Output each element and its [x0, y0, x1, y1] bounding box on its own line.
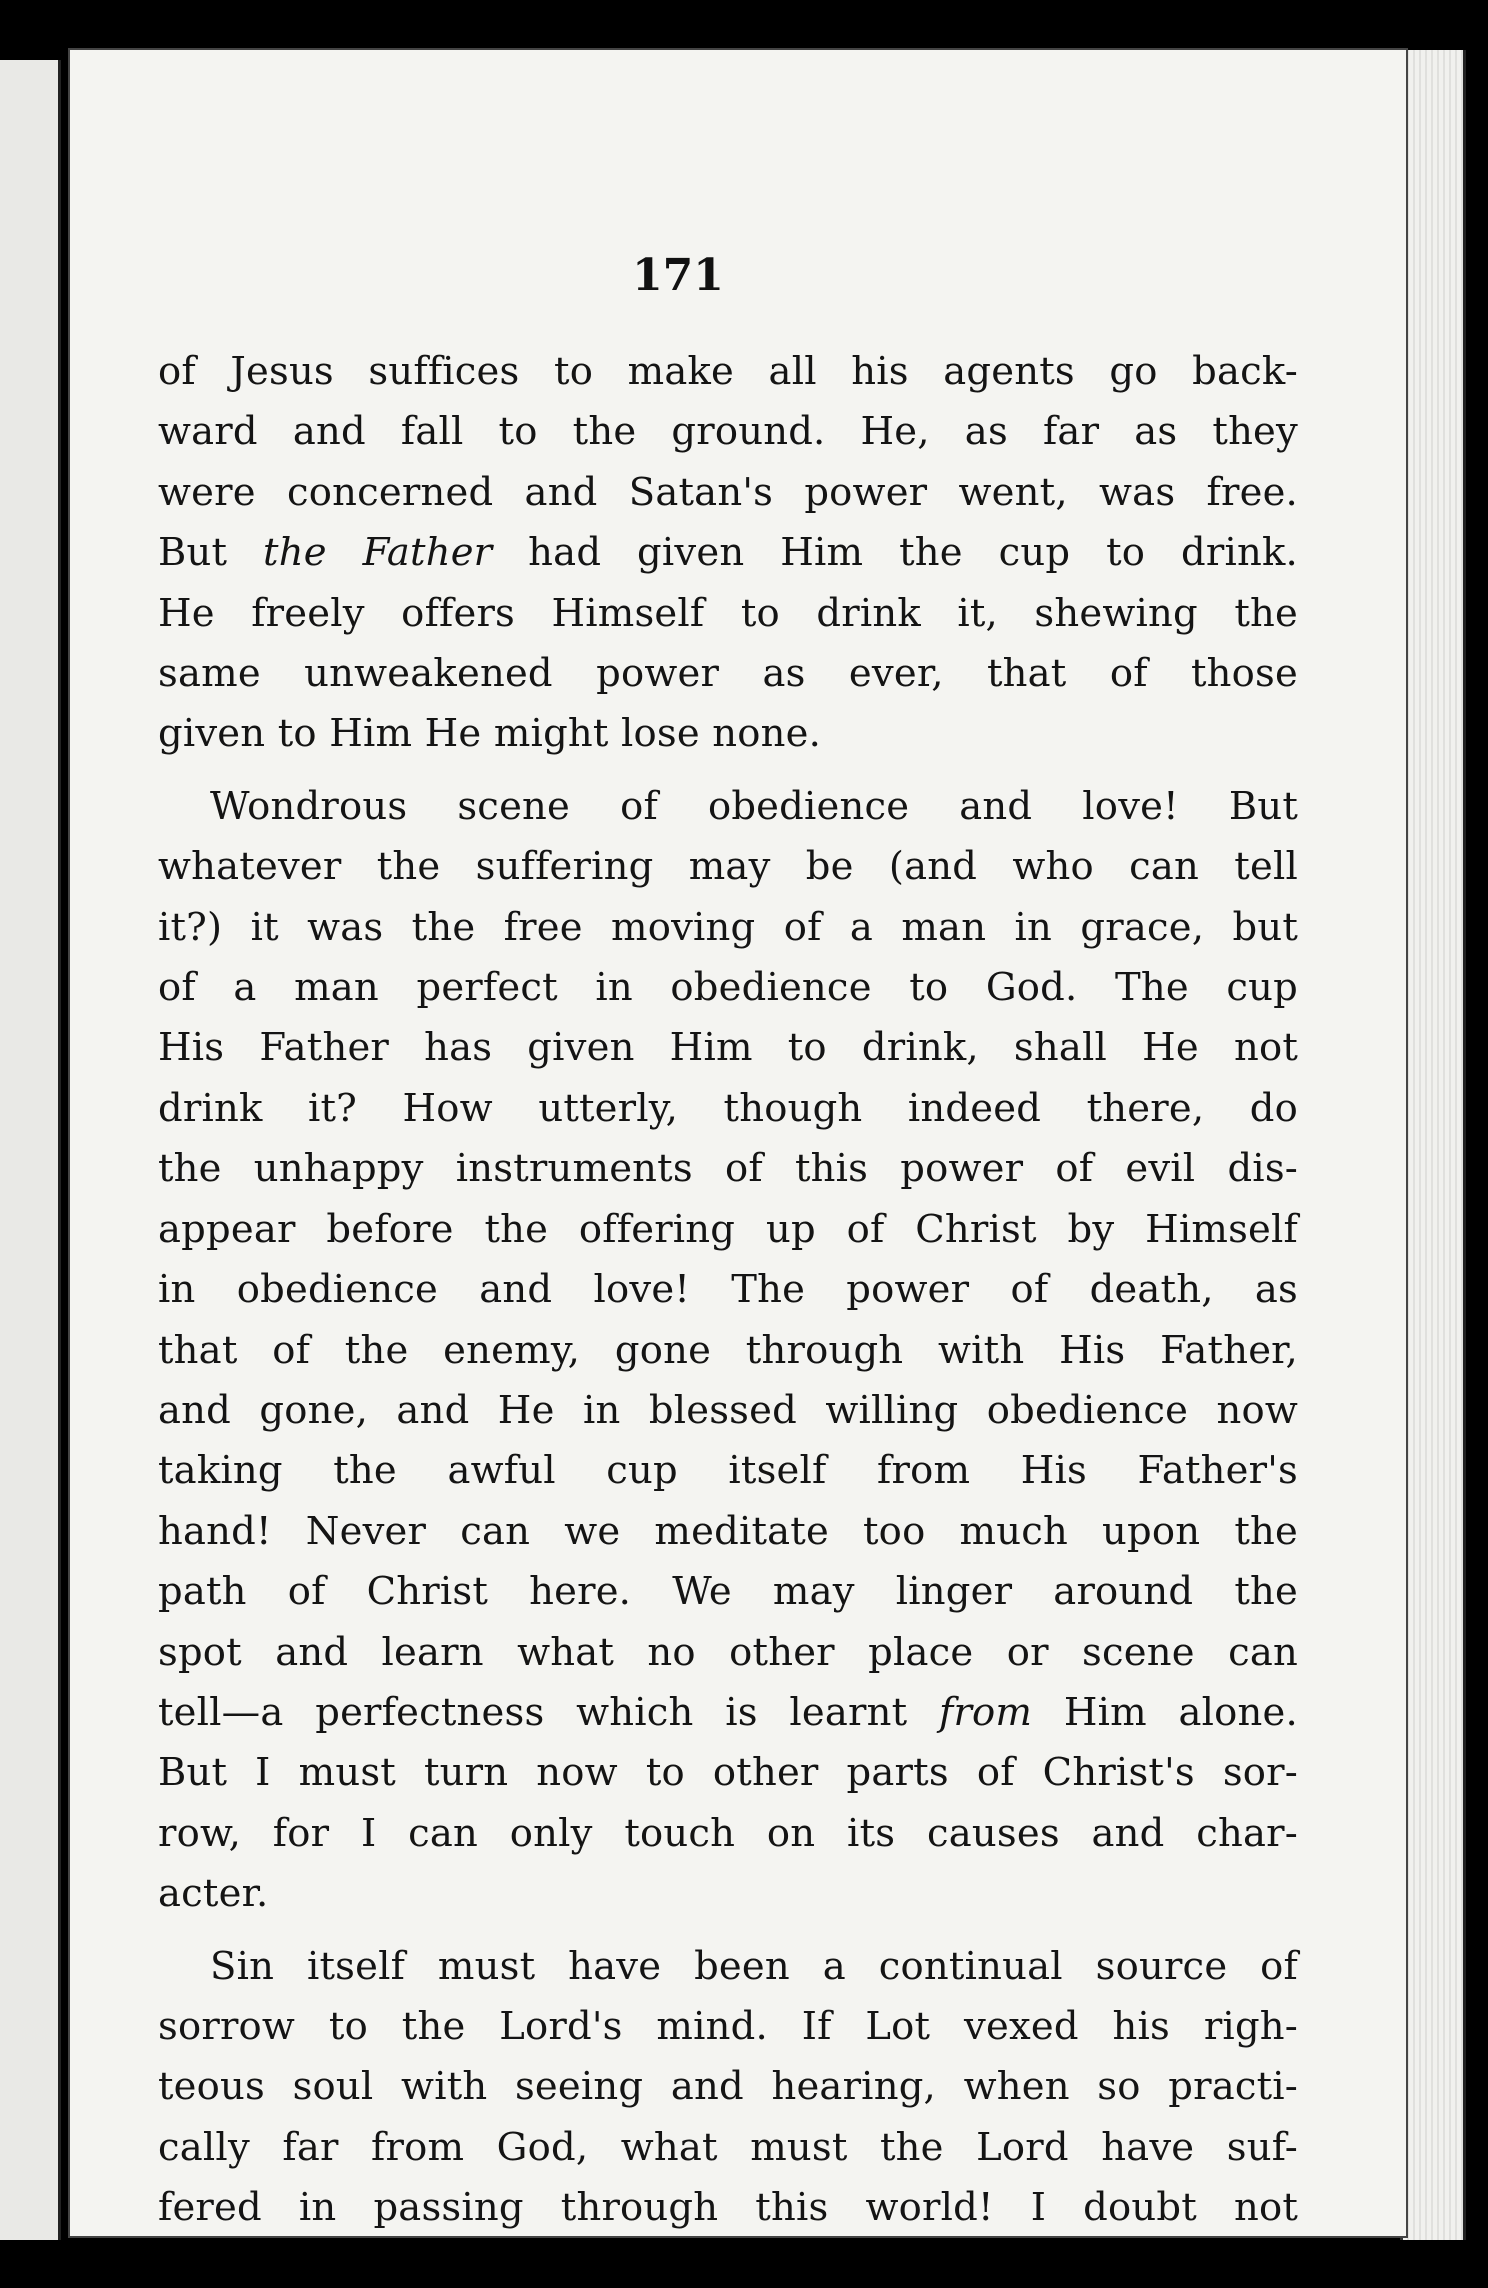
text-line: Wondrous scene of obedience and love! But — [210, 783, 1298, 829]
text-line-italic-from: tell—a perfectness which is learnt from Him alone. — [158, 1689, 1298, 1735]
text-line: whatever the suffering may be (and who can tell — [158, 844, 1298, 890]
italic-emphasis: the Father — [263, 530, 493, 576]
text-line: it?) it was the free moving of a man in grace, but — [158, 904, 1298, 950]
text-line: He freely offers Himself to drink it, shewing the — [158, 590, 1298, 636]
text-line: that of the enemy, gone through with His Father, — [158, 1327, 1298, 1373]
text-line: in obedience and love! The power of death, as — [158, 1267, 1298, 1313]
text-line: given to Him He might lose none. — [158, 711, 822, 757]
text-line: fered in passing through this world! I doubt not — [158, 2185, 1298, 2231]
paragraph-1 — [158, 342, 1298, 765]
page-number: 171 — [632, 250, 724, 301]
text-line: cally far from God, what must the Lord have suf- — [158, 2124, 1298, 2170]
text-line: path of Christ here. We may linger around the — [158, 1569, 1298, 1615]
text-line: hand! Never can we meditate too much upon the — [158, 1508, 1298, 1554]
text-line: and gone, and He in blessed willing obedience now — [158, 1387, 1298, 1433]
text-line: taking the awful cup itself from His Father's — [158, 1448, 1298, 1494]
text-line: ward and fall to the ground. He, as far as they — [158, 409, 1298, 455]
text-line: same unweakened power as ever, that of those — [158, 651, 1298, 697]
text-line: His Father has given Him to drink, shall He not — [158, 1025, 1298, 1071]
book-page-edges — [1400, 50, 1466, 2240]
text-line-italic-father: But the Father had given Him the cup to drink. — [158, 530, 1298, 576]
text-line: drink it? How utterly, though indeed there, do — [158, 1085, 1298, 1131]
text-line: row, for I can only touch on its causes and char- — [158, 1810, 1298, 1856]
text-line: were concerned and Satan's power went, was free. — [158, 469, 1298, 515]
text-line: the unhappy instruments of this power of evil dis- — [158, 1146, 1298, 1192]
text-line: of Jesus suffices to make all his agents go back- — [158, 349, 1298, 394]
book-page — [68, 48, 1408, 2238]
text-line: appear before the offering up of Christ by Himself — [158, 1206, 1298, 1252]
text-line: Sin itself must have been a continual source of — [210, 1943, 1298, 1989]
adjacent-page-edge — [0, 60, 61, 2240]
body-text — [158, 342, 1298, 2251]
text-line: sorrow to the Lord's mind. If Lot vexed his righ- — [158, 2003, 1298, 2049]
text-line: spot and learn what no other place or scene can — [158, 1629, 1298, 1675]
italic-emphasis: from — [939, 1689, 1033, 1735]
text-line: But I must turn now to other parts of Christ's sor- — [158, 1750, 1298, 1796]
text-line: teous soul with seeing and hearing, when so practi- — [158, 2064, 1298, 2110]
paragraph-3 — [158, 1937, 1298, 2239]
text-line: of a man perfect in obedience to God. The cup — [158, 965, 1298, 1011]
paragraph-2 — [158, 777, 1298, 1925]
text-line: acter. — [158, 1871, 269, 1917]
